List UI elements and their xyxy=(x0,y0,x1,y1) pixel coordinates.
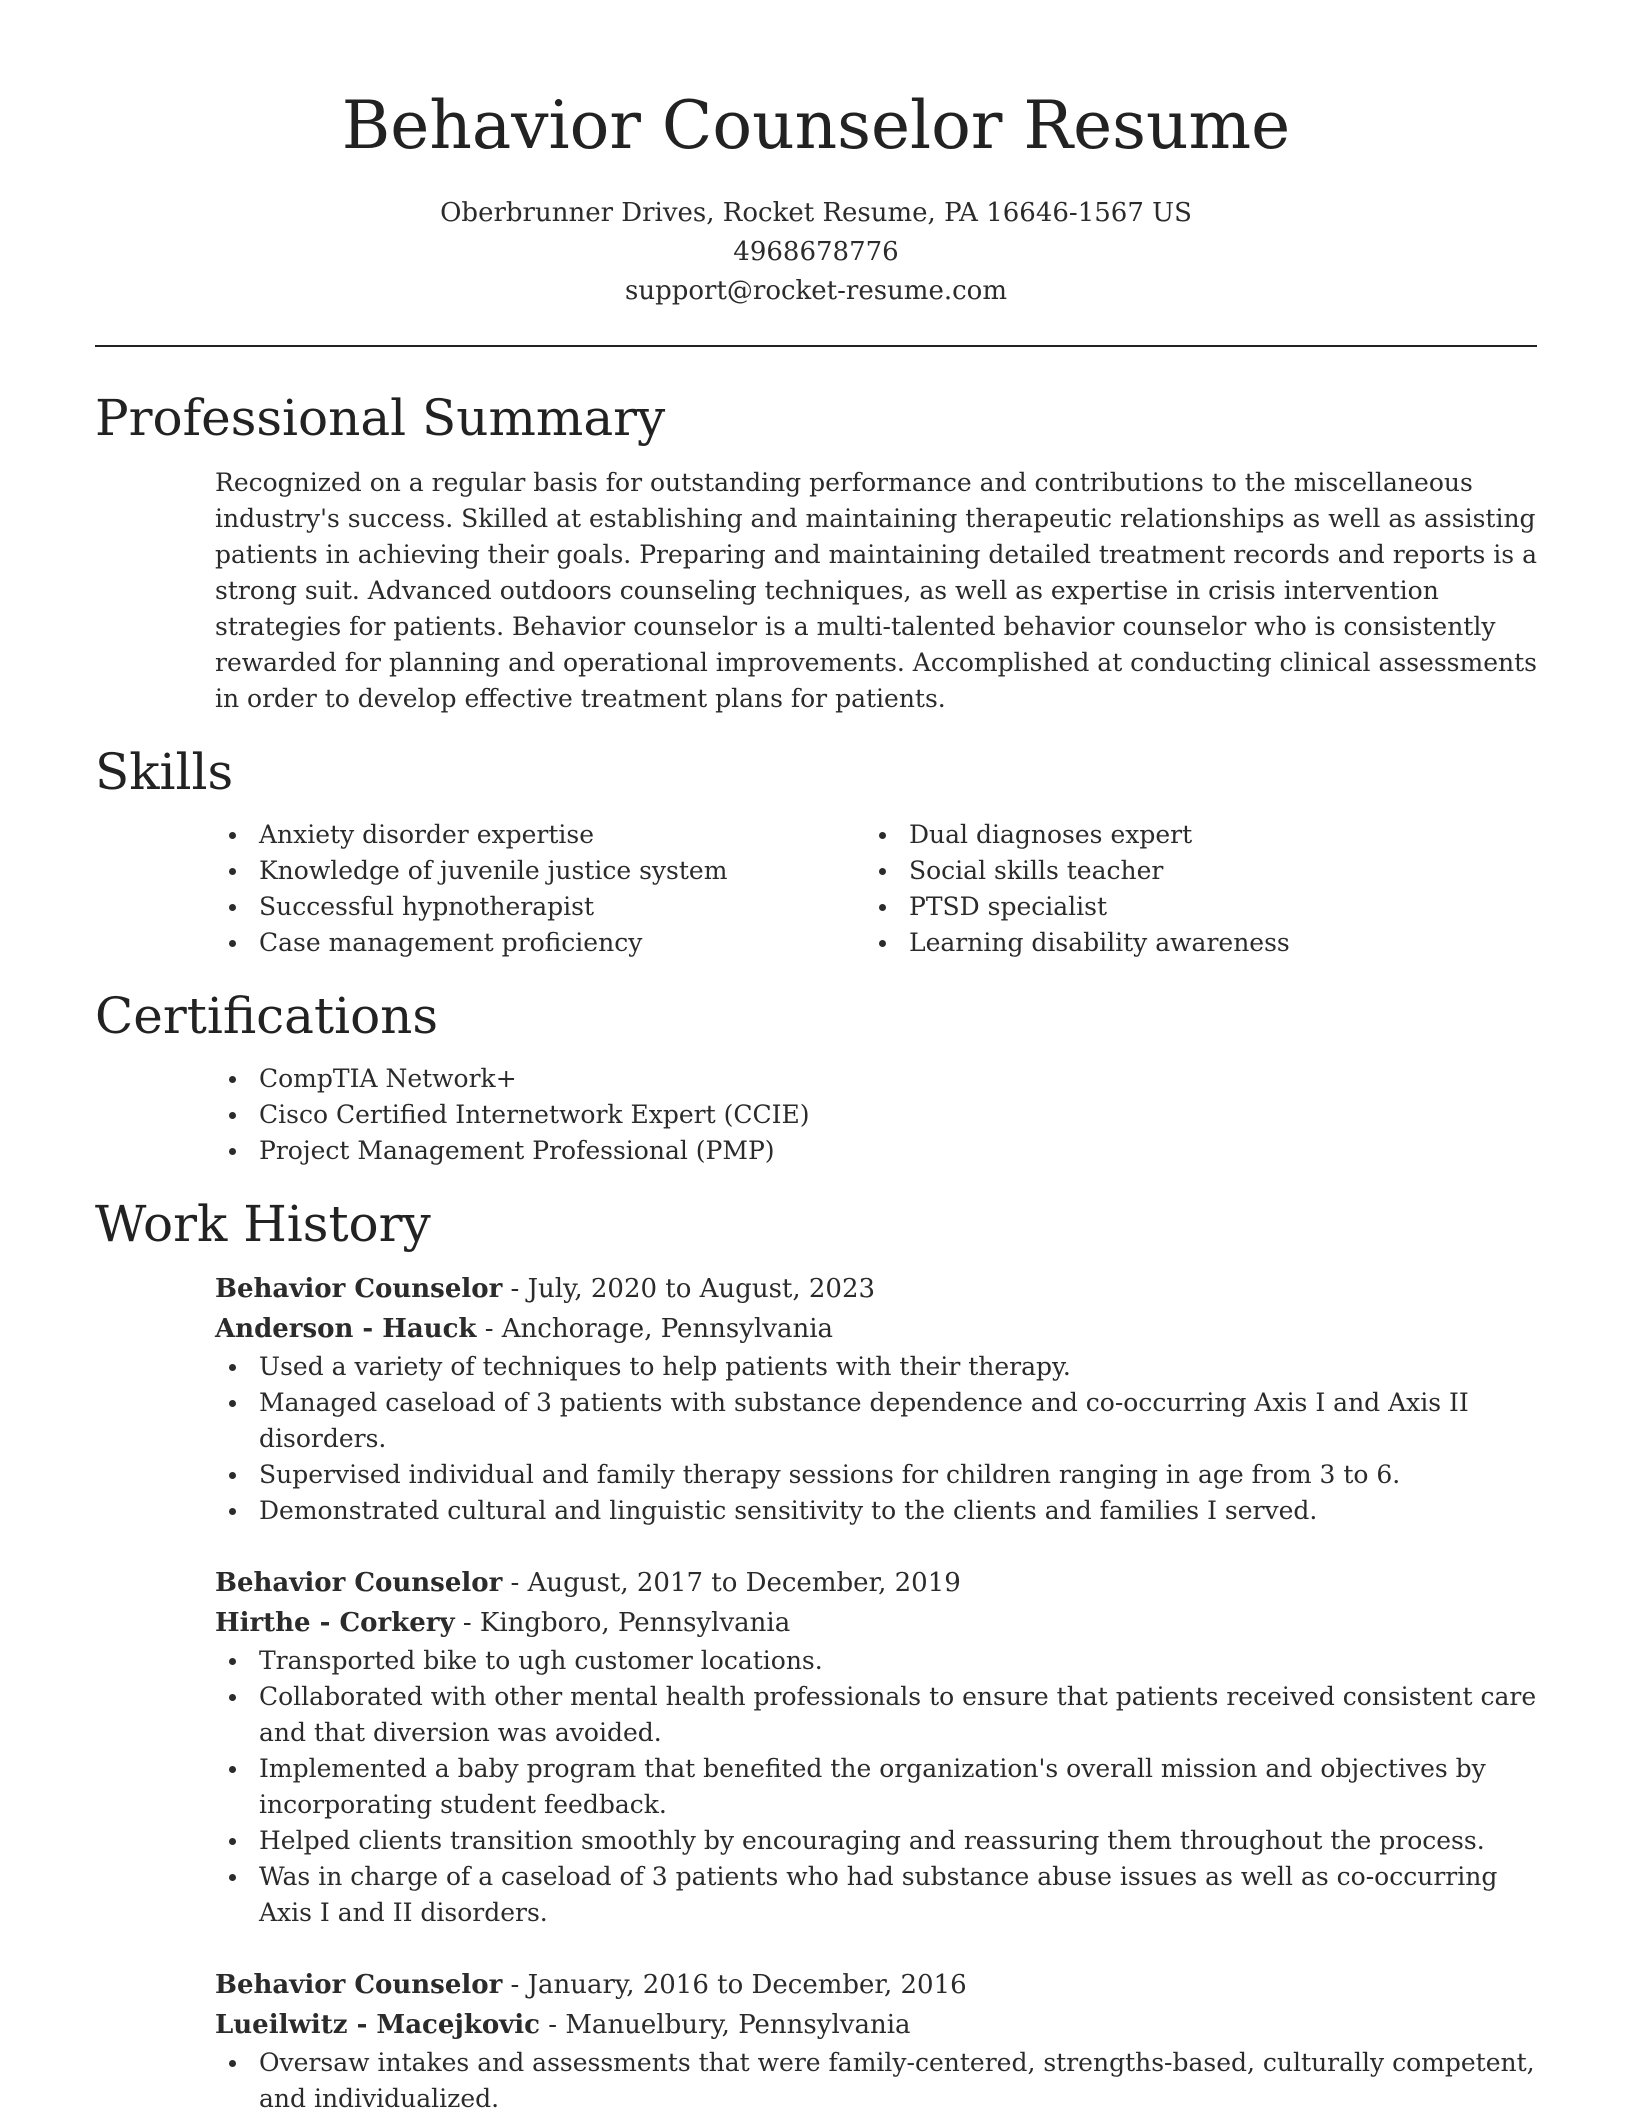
job-location: - Kingboro, Pennsylvania xyxy=(454,1608,791,1638)
work-history-section xyxy=(95,1193,1537,2112)
skills-heading: Skills xyxy=(95,743,234,801)
resume-page xyxy=(95,0,1537,2112)
job-company: Lueilwitz - Macejkovic xyxy=(215,2010,540,2040)
job-bullets xyxy=(215,1349,1537,1529)
skills-section xyxy=(95,741,1537,961)
skills-list-right xyxy=(865,817,1515,961)
summary-section xyxy=(95,387,1537,717)
job-entry xyxy=(215,1965,1537,2112)
job-dates: - January, 2016 to December, 2016 xyxy=(502,1970,967,2000)
skill-item: Knowledge of juvenile justice system xyxy=(259,853,865,889)
skill-item: Anxiety disorder expertise xyxy=(259,817,865,853)
certifications-list xyxy=(215,1061,1537,1169)
job-bullets xyxy=(215,1643,1537,1931)
job-title-line xyxy=(215,1965,1537,2005)
job-bullet: Managed caseload of 3 patients with substance dependence and co-occurring Axis I and Axis II disorders. xyxy=(259,1385,1537,1457)
job-entry xyxy=(215,1269,1537,1529)
job-bullet: Collaborated with other mental health professionals to ensure that patients received consistent care and that diversion was avoided. xyxy=(259,1679,1537,1751)
skills-column-left xyxy=(215,817,865,961)
job-title: Behavior Counselor xyxy=(215,1568,503,1598)
summary-heading: Professional Summary xyxy=(95,389,666,447)
job-company: Anderson - Hauck xyxy=(215,1314,477,1344)
job-bullets xyxy=(215,2045,1537,2112)
contact-address: Oberbrunner Drives, Rocket Resume, PA 16646-1567 US xyxy=(440,198,1192,228)
job-bullet: Was in charge of a caseload of 3 patients who had substance abuse issues as well as co-occurring Axis I and II disorders. xyxy=(259,1859,1537,1931)
job-dates: - August, 2017 to December, 2019 xyxy=(502,1568,961,1598)
skill-item: Dual diagnoses expert xyxy=(909,817,1515,853)
certifications-section xyxy=(95,985,1537,1169)
certifications-heading: Certifications xyxy=(95,987,439,1045)
job-title: Behavior Counselor xyxy=(215,1970,503,2000)
contact-phone: 4968678776 xyxy=(733,237,899,267)
job-bullet: Demonstrated cultural and linguistic sensitivity to the clients and families I served. xyxy=(259,1493,1537,1529)
skills-columns xyxy=(215,817,1537,961)
job-location: - Anchorage, Pennsylvania xyxy=(476,1314,834,1344)
resume-header xyxy=(95,0,1537,311)
job-title-line xyxy=(215,1563,1537,1603)
skill-item: Learning disability awareness xyxy=(909,925,1515,961)
resume-title: Behavior Counselor Resume xyxy=(341,87,1291,164)
header-divider xyxy=(95,345,1537,347)
job-dates: - July, 2020 to August, 2023 xyxy=(502,1274,876,1304)
job-company: Hirthe - Corkery xyxy=(215,1608,455,1638)
certification-item: Cisco Certified Internetwork Expert (CCIE) xyxy=(259,1097,1537,1133)
job-company-line xyxy=(215,1309,1537,1349)
skill-item: Successful hypnotherapist xyxy=(259,889,865,925)
skills-list-left xyxy=(215,817,865,961)
certification-item: Project Management Professional (PMP) xyxy=(259,1133,1537,1169)
certifications-list-wrap xyxy=(215,1061,1537,1169)
skill-item: PTSD specialist xyxy=(909,889,1515,925)
contact-email: support@rocket-resume.com xyxy=(624,276,1007,306)
job-location: - Manuelbury, Pennsylvania xyxy=(540,2010,911,2040)
job-company-line xyxy=(215,1603,1537,1643)
skill-item: Social skills teacher xyxy=(909,853,1515,889)
skill-item: Case management proficiency xyxy=(259,925,865,961)
skills-column-right xyxy=(865,817,1515,961)
job-bullet: Helped clients transition smoothly by encouraging and reassuring them throughout the process. xyxy=(259,1823,1537,1859)
job-bullet: Supervised individual and family therapy sessions for children ranging in age from 3 to 6. xyxy=(259,1457,1537,1493)
contact-block xyxy=(95,194,1537,311)
job-title-line xyxy=(215,1269,1537,1309)
job-title: Behavior Counselor xyxy=(215,1274,503,1304)
job-entry xyxy=(215,1563,1537,1931)
job-bullet: Used a variety of techniques to help patients with their therapy. xyxy=(259,1349,1537,1385)
job-bullet: Implemented a baby program that benefited the organization's overall mission and objectives by incorporating student feedback. xyxy=(259,1751,1537,1823)
work-history-heading: Work History xyxy=(95,1195,431,1253)
job-bullet: Oversaw intakes and assessments that were family-centered, strengths-based, culturally competent, and individualized. xyxy=(259,2045,1537,2112)
certification-item: CompTIA Network+ xyxy=(259,1061,1537,1097)
job-company-line xyxy=(215,2005,1537,2045)
summary-text: Recognized on a regular basis for outstanding performance and contributions to the miscellaneous industry's success. Skilled at establishing and maintaining therapeutic relationships as well as assisting patients in achieving their goals. Preparing and maintaining detailed treatment records and reports is a strong suit. Advanced outdoors counseling techniques, as well as expertise in crisis intervention strategies for patients. Behavior counselor is a multi-talented behavior counselor who is consistently rewarded for planning and operational improvements. Accomplished at conducting clinical assessments in order to develop effective treatment plans for patients. xyxy=(215,468,1537,713)
job-bullet: Transported bike to ugh customer locations. xyxy=(259,1643,1537,1679)
